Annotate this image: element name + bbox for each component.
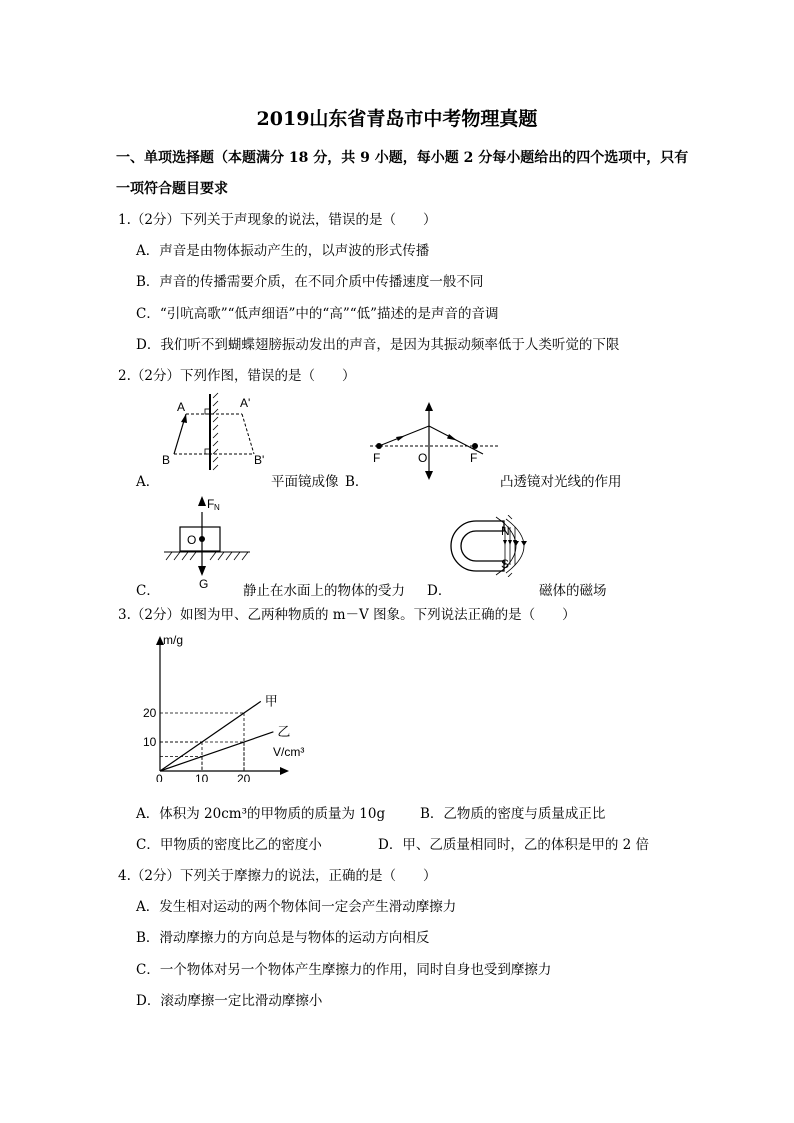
force-label-o: O [187, 533, 197, 547]
chart-y-tick-label: 20 [143, 706, 157, 720]
q2-option-b-caption: 凸透镜对光线的作用 [500, 474, 622, 490]
q1-option-d: D．我们听不到蝴蝶翅膀振动发出的声音，是因为其振动频率低于人类听觉的下限 [136, 337, 620, 353]
convex-lens-diagram [365, 400, 505, 480]
q2-option-c-caption: 静止在水面上的物体的受力 [243, 583, 405, 599]
q1-stem: 1.（2分）下列关于声现象的说法，错误的是（ ） [118, 212, 437, 228]
chart-series-label: 乙 [277, 723, 291, 739]
force-label-fn-sub: N [214, 503, 220, 512]
q1-option-c: C．“引吭高歌”“低声细语”中的“高”“低”描述的是声音的音调 [136, 306, 499, 322]
q3-option-c: C．甲物质的密度比乙的密度小 [136, 837, 322, 853]
q2-stem: 2.（2分）下列作图，错误的是（ ） [118, 368, 356, 384]
q1-option-b: B．声音的传播需要介质，在不同介质中传播速度一般不同 [136, 274, 484, 290]
mirror-label-b: B [162, 453, 171, 467]
q2-option-a-letter: A． [136, 474, 160, 490]
q2-option-a-caption: 平面镜成像 [271, 474, 339, 490]
magnet-label-n: N [501, 524, 510, 538]
magnet-label-s: S [501, 557, 510, 571]
chart-x-tick-label: 20 [237, 772, 251, 782]
q2-option-c-letter: C． [136, 583, 160, 599]
q3-option-b: B．乙物质的密度与质量成正比 [420, 806, 606, 822]
force-label-fn: F [207, 497, 215, 511]
lens-label-f-right: F [470, 451, 478, 465]
chart-series-label: 甲 [264, 693, 278, 709]
chart-x-label: V/cm³ [273, 745, 305, 759]
q3-option-d: D．甲、乙质量相同时，乙的体积是甲的 2 倍 [378, 837, 649, 853]
lens-label-o: O [418, 451, 428, 465]
q1-option-a: A．声音是由物体振动产生的，以声波的形式传播 [136, 243, 430, 259]
chart-x-tick-label: 10 [195, 772, 209, 782]
page-title: 2019山东省青岛市中考物理真题 [256, 108, 538, 130]
force-label-g: G [199, 577, 209, 590]
force-diagram [160, 492, 270, 590]
chart-y-label: m/g [163, 633, 184, 647]
mirror-diagram [150, 392, 275, 472]
q3-option-a: A．体积为 20cm³的甲物质的质量为 10g [136, 806, 386, 822]
chart-series-line [160, 732, 273, 771]
lens-label-f-left: F [373, 451, 381, 465]
q2-option-d-letter: D． [427, 583, 452, 599]
mirror-label-a: A [177, 400, 186, 414]
q4-option-c: C．一个物体对另一个物体产生摩擦力的作用，同时自身也受到摩擦力 [136, 962, 552, 978]
section-heading-line2: 一项符合题目要求 [116, 181, 228, 197]
section-heading-line1: 一、单项选择题（本题满分 18 分，共 9 小题，每小题 2 分每小题给出的四个选项中，只有 [116, 150, 689, 166]
mirror-label-a-image: A' [240, 396, 251, 410]
m-v-chart [135, 632, 310, 782]
q4-option-b: B．滑动摩擦力的方向总是与物体的运动方向相反 [136, 930, 430, 946]
q2-option-b-letter: B． [345, 474, 369, 490]
chart-series-line [160, 701, 261, 771]
chart-x-axis-arrow [280, 767, 289, 775]
q4-option-d: D．滚动摩擦一定比滑动摩擦小 [136, 993, 323, 1009]
mirror-label-b-image: B' [254, 453, 265, 467]
q4-option-a: A．发生相对运动的两个物体间一定会产生滑动摩擦力 [136, 899, 457, 915]
chart-x-tick-label: 0 [156, 772, 163, 782]
chart-y-tick-label: 10 [143, 735, 157, 749]
q4-stem: 4.（2分）下列关于摩擦力的说法，正确的是（ ） [118, 868, 437, 884]
q3-stem: 3.（2分）如图为甲、乙两种物质的 m－V 图象。下列说法正确的是（ ） [118, 607, 576, 623]
magnet-field-diagram [450, 515, 550, 577]
q2-option-d-caption: 磁体的磁场 [539, 583, 607, 599]
